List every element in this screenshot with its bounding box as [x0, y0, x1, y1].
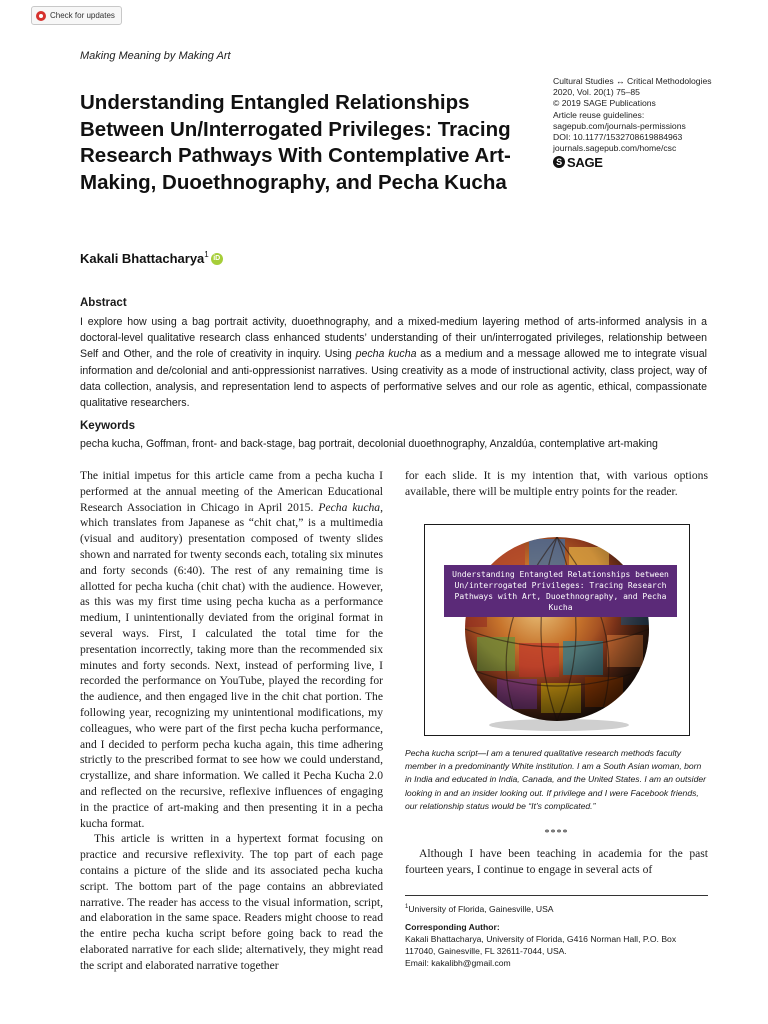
doi[interactable]: DOI: 10.1177/1532708619884963 — [553, 132, 683, 143]
keywords-heading: Keywords — [80, 420, 135, 432]
sage-logo — [553, 156, 753, 168]
check-for-updates-button[interactable] — [31, 6, 122, 25]
sage-logo-text: SAGE — [567, 154, 603, 170]
abstract-heading: Abstract — [80, 297, 127, 309]
body-text: The initial impetus for this article came from a pecha kucha I performed at the annual meeting of the American Educational Research Association in Chicago in April 2015. — [80, 469, 383, 514]
body-paragraph: This article is written in a hypertext format focusing on practice and recursive reflexivity. The top part of each page contains a picture of the slide and its associated pecha kucha script. The bottom part of the page contains an abbreviated narrative. The reader has access to the visual information, script, and elaboration in the same space. Readers might choose to read the entire pecha kucha script before going back to read the elaborated narrative for each slide; alternatively, they might read the script and elaborated narrative together — [80, 832, 383, 972]
author-line — [80, 251, 223, 266]
affiliation-text: University of Florida, Gainesville, USA — [408, 903, 554, 914]
journal-volume: 2020, Vol. 20(1) 75–85 — [553, 87, 640, 98]
update-icon — [36, 11, 46, 21]
section-break: **** — [544, 828, 569, 839]
corresponding-author-heading: Corresponding Author: — [405, 922, 500, 932]
footnote-divider — [405, 895, 708, 896]
corresponding-author-email[interactable]: Email: kakalibh@gmail.com — [405, 958, 511, 968]
body-paragraph: for each slide. It is my intention that, with various options available, there will be multiple entry points for the reader. — [405, 469, 708, 498]
reuse-label: Article reuse guidelines: — [553, 109, 645, 120]
author-affiliation-mark: 1 — [204, 250, 209, 259]
author-name: Kakali Bhattacharya — [80, 251, 205, 266]
patchwork-sphere-image — [425, 525, 689, 735]
journal-info — [553, 76, 753, 168]
sage-logo-icon: S — [553, 156, 565, 168]
body-right-column-top — [405, 468, 708, 500]
running-head: Making Meaning by Making Art — [80, 50, 231, 62]
copyright: © 2019 SAGE Publications — [553, 98, 656, 109]
figure-banner-text: Understanding Entangled Relationships between Un/interrogated Privileges: Tracing Research Pathways with Art, Duoethnography, and Pecha Kucha — [444, 565, 677, 617]
body-right-column-bottom — [405, 846, 708, 878]
figure-slide — [424, 524, 690, 736]
abstract-italic: pecha kucha — [355, 348, 417, 361]
abstract-part: I explore how using a bag portrait activity, duoethnography, and a mixed-medium layering method of arts-informed analysis in a doctoral-level qualitative research class enhanced students’ understanding of their un/interrogated privileges, relationship between Self and Other, and the role of creativity in inquiry. Using — [80, 316, 707, 361]
affiliation-footnote — [405, 901, 554, 915]
corresponding-author-address: Kakali Bhattacharya, University of Florida, G416 Norman Hall, P.O. Box — [405, 934, 677, 944]
affiliation-mark: 1 — [405, 904, 409, 910]
permissions-link[interactable]: sagepub.com/journals-permissions — [553, 120, 686, 131]
corresponding-author-address: 117040, Gainesville, FL 32611-7044, USA. — [405, 946, 567, 956]
journal-name: Cultural Studies ↔ Critical Methodologies — [553, 76, 712, 86]
abstract-text — [80, 314, 707, 411]
orcid-icon[interactable]: iD — [211, 253, 223, 265]
figure-caption: Pecha kucha script—I am a tenured qualitative research methods faculty member in a predominantly White institution. I am a South Asian woman, born in India and educated in India, Canada, and the United States. I am an outsider looking in and an insider looking out. If privilege and I were Facebook friends, our relationship status would be “It’s complicated.” — [405, 748, 706, 811]
article-title: Understanding Entangled Relationships Between Un/Interrogated Privileges: Tracing Research Pathways With Contemplative Art-Making, Duoethnography, and Pecha Kucha — [80, 91, 511, 194]
body-text: , which translates from Japanese as “chit chat,” is a multimedia (visual and auditory) presentation composed of twenty slides shown and narrated for twenty seconds each, totaling six minutes and forty seconds (6:40). The rest of any remaining time is allotted for pecha kucha (chit chat) with the audience. However, as this was my first time using pecha kucha as a performance medium, I unintentionally deviated from the original format in several ways. First, I calculated the total time for the presentation incorrectly, taking more than the recommended six minutes and forty seconds. Next, instead of performing live, I recorded the performance on YouTube, played the recording for the audience, and then engaged live in the chit chat portion. The following year, recognizing my unintentional modifications, my colleagues, who were part of the first pecha kucha performance, and I decided to perform pecha kucha again, this time adhering strictly to the prescribed format to see how we could understand, crystallize, and share information. We called it Pecha Kucha 2.0 and reflected on the recursive, reflexive influences of engaging in the practice of art-making and then presenting it in a pecha kucha format. — [80, 500, 383, 830]
body-left-column — [80, 468, 383, 974]
corresponding-author — [405, 921, 715, 969]
abstract-part: as a medium and a message allowed me to integrate visual information and de/colonial and anti-oppressionist narratives. Using creativity as a mode of instructional activity, class project, way of data collection, analysis, and representation lend to aspects of performative selves and our role as agentic, ethical, compassionate qualitative researchers. — [80, 348, 707, 410]
body-italic: Pecha kucha — [318, 500, 381, 514]
check-for-updates-label: Check for updates — [50, 11, 115, 20]
journal-home-link[interactable]: journals.sagepub.com/home/csc — [553, 143, 677, 154]
keywords-text: pecha kucha, Goffman, front- and back-stage, bag portrait, decolonial duoethnography, Anzaldúa, contemplative art-making — [80, 438, 658, 450]
body-paragraph: Although I have been teaching in academia for the past fourteen years, I continue to engage in several acts of — [405, 847, 708, 876]
body-paragraph — [80, 468, 383, 831]
